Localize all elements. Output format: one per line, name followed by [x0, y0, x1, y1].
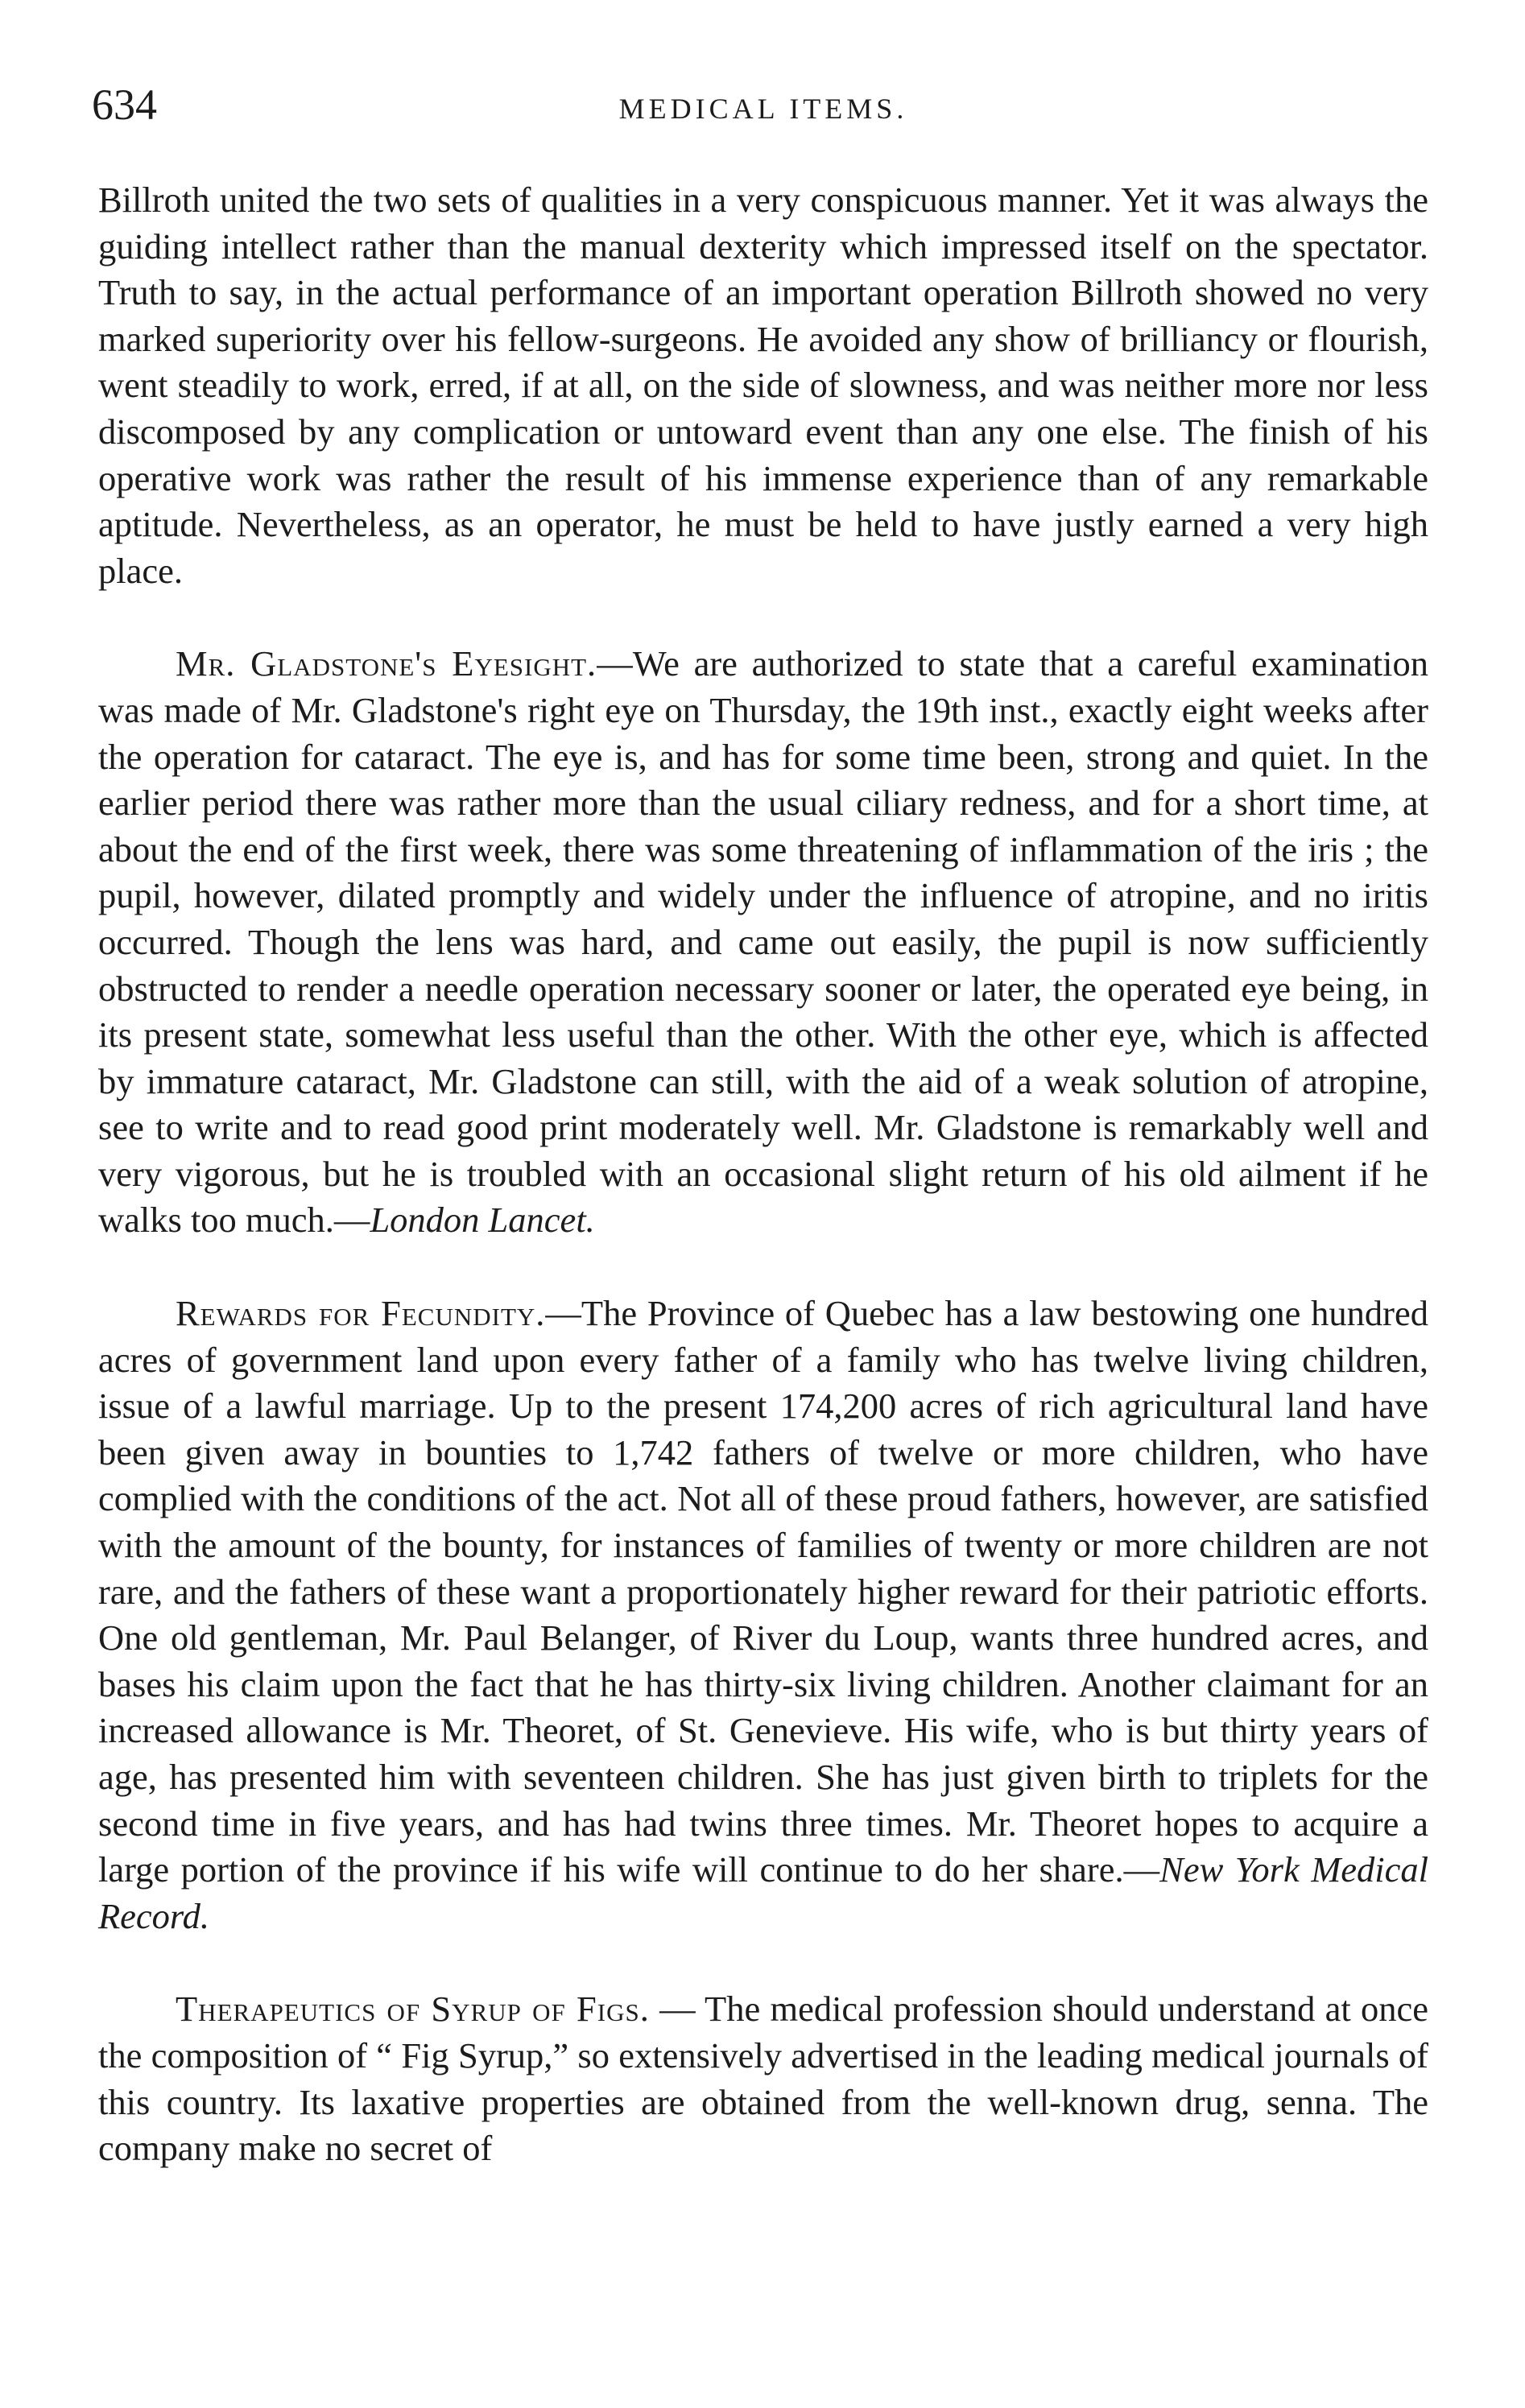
- paragraph-gladstone-eyesight: [98, 641, 1428, 1244]
- paragraph-billroth: [98, 177, 1428, 594]
- paragraph-source: New York Medical Record.: [98, 1849, 1428, 1936]
- paragraph-text: Billroth united the two sets of qualities in a very conspicuous manner. Yet it was always the guiding intellect rather than the manual dexterity which impressed itself on the spectator. Truth to say, in the actual performance of an important operation Billroth showed no very marked superiority over his fellow-surgeons. He avoided any show of brilliancy or flourish, went steadily to work, erred, if at all, on the side of slowness, and was neither more nor less discomposed by any complication or untoward event than any one else. The finish of his operative work was rather the result of his immense experience than of any remarkable aptitude. Nevertheless, as an operator, he must be held to have justly earned a very high place.: [98, 180, 1428, 591]
- paragraph-rewards-fecundity: [98, 1291, 1428, 1939]
- paragraph-heading: Rewards for Fecundity.: [176, 1293, 546, 1334]
- paragraph-text: —We are authorized to state that a careful examination was made of Mr. Gladstone's right eye on Thursday, the 19th inst., exactly eight weeks after the operation for cataract. The eye is, and has for some time been, strong and quiet. In the earlier period there was rather more than the usual ciliary redness, and for a short time, at about the end of the first week, there was some threatening of inflammation of the iris ; the pupil, however, dilated promptly and widely under the influence of atropine, and no iritis occurred. Though the lens was hard, and came out easily, the pupil is now sufficiently obstructed to render a needle operation necessary sooner or later, the operated eye being, in its present state, somewhat less useful than the other. With the other eye, which is affected by immature cataract, Mr. Gladstone can still, with the aid of a weak solution of atropine, see to write and to read good print moderately well. Mr. Gladstone is remarkably well and very vigorous, but he is troubled with an occasional slight return of his old ailment if he walks too much.—: [98, 643, 1428, 1241]
- paragraph-heading: Therapeutics of Syrup of Figs.: [176, 1989, 650, 2030]
- paragraph-source: London Lancet.: [370, 1200, 595, 1241]
- paragraph-heading: Mr. Gladstone's Eyesight.: [176, 643, 597, 684]
- page-number: 634: [92, 81, 157, 129]
- paragraph-syrup-of-figs: [98, 1986, 1428, 2171]
- running-head: MEDICAL ITEMS.: [618, 93, 908, 125]
- page-header: [92, 81, 1428, 145]
- paragraph-text: —The Province of Quebec has a law bestowing one hundred acres of government land upon every father of a family who has twelve living children, issue of a lawful marriage. Up to the present 174,200 acres of rich agricultural land have been given away in bounties to 1,742 fathers of twelve or more children, who have complied with the conditions of the act. Not all of these proud fathers, however, are satisfied with the amount of the bounty, for instances of families of twenty or more children are not rare, and the fathers of these want a proportionately higher reward for their patriotic efforts. One old gentleman, Mr. Paul Belanger, of River du Loup, wants three hundred acres, and bases his claim upon the fact that he has thirty-six living children. Another claimant for an increased allowance is Mr. Theoret, of St. Genevieve. His wife, who is but thirty years of age, has presented him with seventeen children. She has just given birth to triplets for the second time in five years, and has had twins three times. Mr. Theoret hopes to acquire a large portion of the province if his wife will continue to do her share.—: [98, 1293, 1428, 1890]
- paragraph-text: — The medical profession should understand at once the composition of “ Fig Syrup,” so extensively advertised in the leading medical journals of this country. Its laxative properties are obtained from the well-known drug, senna. The company make no secret of: [98, 1989, 1428, 2169]
- document-page: [92, 81, 1428, 2172]
